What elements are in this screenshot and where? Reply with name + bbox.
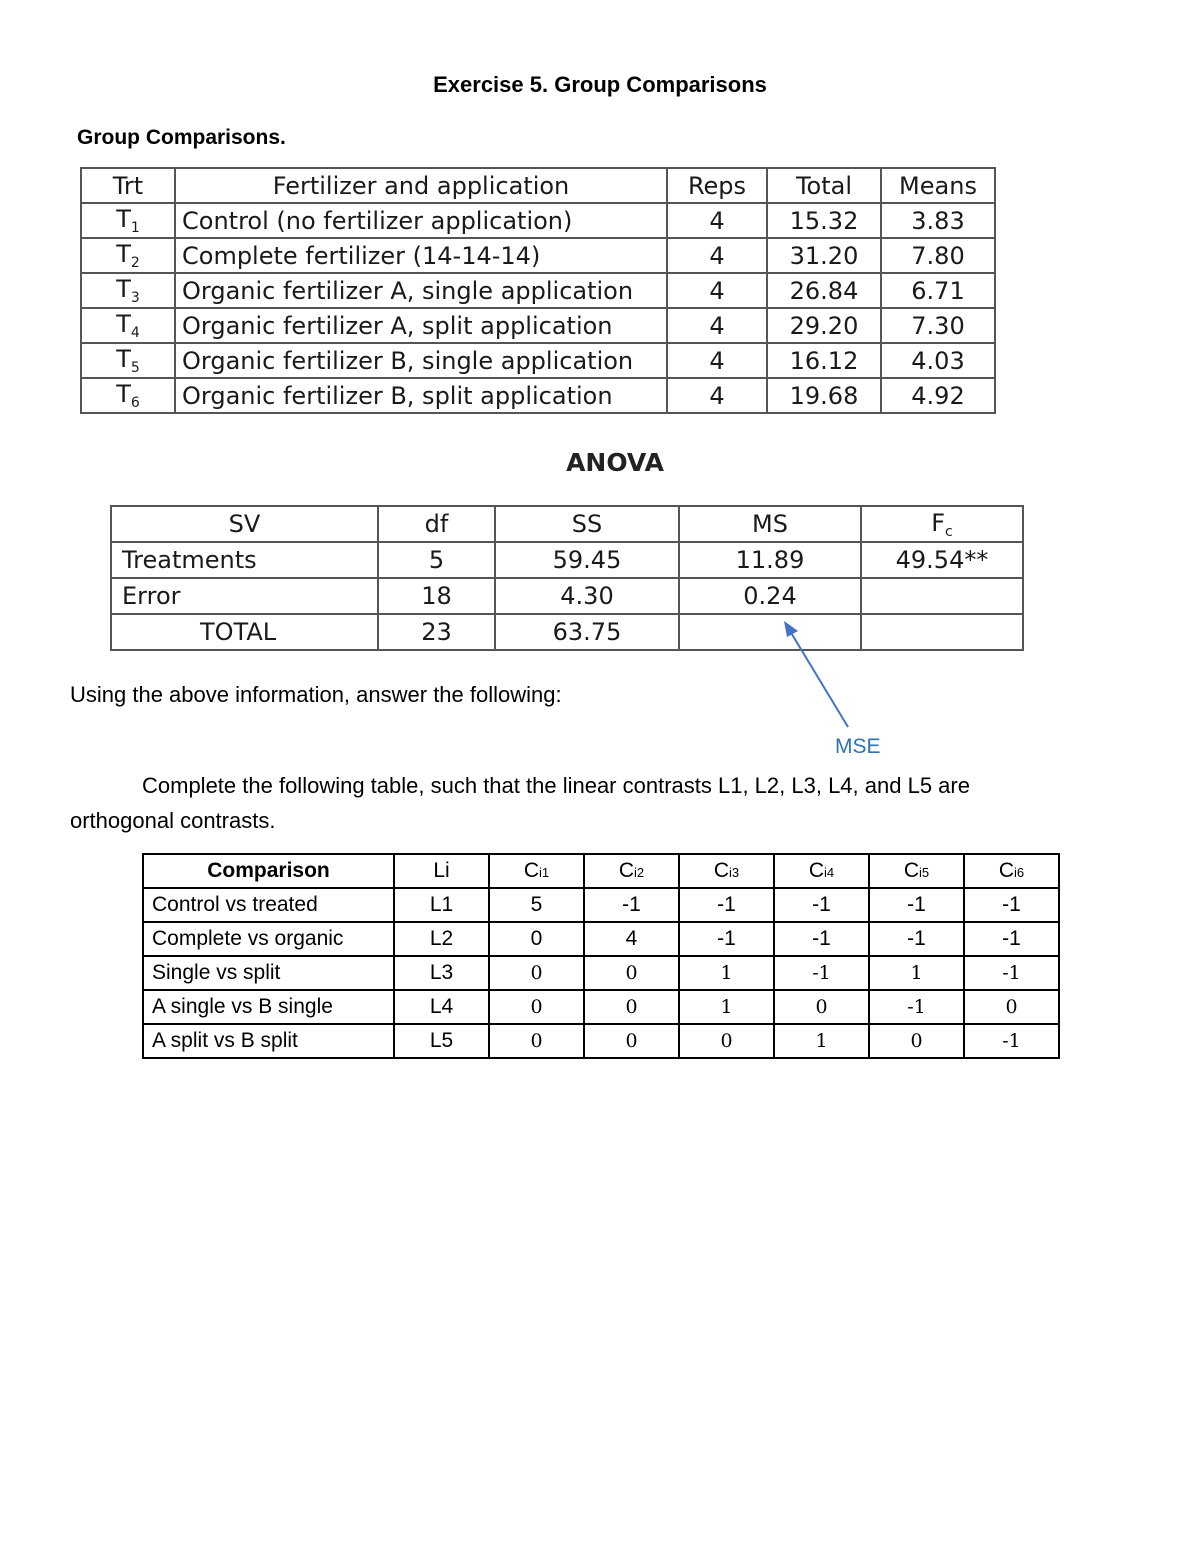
table-row xyxy=(143,956,1059,990)
fc-cell xyxy=(861,614,1023,650)
coef-cell: 0 xyxy=(489,1024,584,1058)
coef-cell: -1 xyxy=(679,922,774,956)
table-row xyxy=(111,614,1023,650)
header-df: df xyxy=(378,506,495,542)
ms-cell: 0.24 xyxy=(679,578,861,614)
table-row xyxy=(143,922,1059,956)
table-row xyxy=(81,203,995,238)
mean-cell: 7.80 xyxy=(881,238,995,273)
coef-cell: 0 xyxy=(964,990,1059,1024)
header-means: Means xyxy=(881,168,995,203)
fertilizer-cell: Organic fertilizer B, single application xyxy=(175,343,667,378)
sv-cell: Treatments xyxy=(111,542,378,578)
mean-cell: 4.92 xyxy=(881,378,995,413)
coef-cell: -1 xyxy=(964,888,1059,922)
table-row xyxy=(111,542,1023,578)
coef-cell: -1 xyxy=(964,922,1059,956)
coef-cell: 1 xyxy=(679,990,774,1024)
ss-cell: 63.75 xyxy=(495,614,679,650)
table-row xyxy=(143,1024,1059,1058)
anova-table xyxy=(110,505,1024,651)
table-row xyxy=(81,378,995,413)
header-ci2: Ci2 xyxy=(584,854,679,888)
fertilizer-cell: Organic fertilizer A, single application xyxy=(175,273,667,308)
treatment-table-header xyxy=(81,168,995,203)
coef-cell: 5 xyxy=(489,888,584,922)
coef-cell: -1 xyxy=(869,990,964,1024)
coef-cell: -1 xyxy=(774,888,869,922)
fertilizer-cell: Organic fertilizer B, split application xyxy=(175,378,667,413)
mean-cell: 4.03 xyxy=(881,343,995,378)
ms-cell: 11.89 xyxy=(679,542,861,578)
reps-cell: 4 xyxy=(667,378,767,413)
header-total: Total xyxy=(767,168,881,203)
coef-cell: -1 xyxy=(774,956,869,990)
ss-cell: 59.45 xyxy=(495,542,679,578)
trt-cell: $T_6$ xyxy=(81,378,175,413)
coef-cell: -1 xyxy=(964,956,1059,990)
comparison-cell: A split vs B split xyxy=(143,1024,394,1058)
coef-cell: 0 xyxy=(869,1024,964,1058)
coef-cell: -1 xyxy=(679,888,774,922)
coef-cell: 0 xyxy=(489,956,584,990)
table-row xyxy=(81,273,995,308)
mse-arrow-icon xyxy=(770,615,870,740)
comparison-cell: Complete vs organic xyxy=(143,922,394,956)
total-cell: 26.84 xyxy=(767,273,881,308)
coef-cell: 0 xyxy=(584,1024,679,1058)
fertilizer-cell: Complete fertilizer (14-14-14) xyxy=(175,238,667,273)
df-cell: 5 xyxy=(378,542,495,578)
header-fertilizer: Fertilizer and application xyxy=(175,168,667,203)
page-title: Exercise 5. Group Comparisons xyxy=(433,72,767,97)
sv-cell: Error xyxy=(111,578,378,614)
coef-cell: -1 xyxy=(869,888,964,922)
contrast-header-row xyxy=(143,854,1059,888)
instruction-text: Using the above information, answer the following: xyxy=(70,682,562,707)
table-row xyxy=(81,343,995,378)
header-ss: SS xyxy=(495,506,679,542)
li-cell: L5 xyxy=(394,1024,489,1058)
coef-cell: 1 xyxy=(774,1024,869,1058)
comparison-cell: A single vs B single xyxy=(143,990,394,1024)
coef-cell: -1 xyxy=(964,1024,1059,1058)
trt-cell: $T_1$ xyxy=(81,203,175,238)
comparison-cell: Single vs split xyxy=(143,956,394,990)
ss-cell: 4.30 xyxy=(495,578,679,614)
table-row xyxy=(143,990,1059,1024)
li-cell: L4 xyxy=(394,990,489,1024)
header-comparison: Comparison xyxy=(143,854,394,888)
fertilizer-cell: Control (no fertilizer application) xyxy=(175,203,667,238)
mean-cell: 7.30 xyxy=(881,308,995,343)
trt-cell: $T_2$ xyxy=(81,238,175,273)
reps-cell: 4 xyxy=(667,343,767,378)
li-cell: L1 xyxy=(394,888,489,922)
treatment-table xyxy=(80,167,996,414)
anova-title: ANOVA xyxy=(566,448,664,477)
contrast-table xyxy=(142,853,1060,1059)
fertilizer-cell: Organic fertilizer A, split application xyxy=(175,308,667,343)
fc-cell: 49.54** xyxy=(861,542,1023,578)
coef-cell: 0 xyxy=(489,922,584,956)
li-cell: L3 xyxy=(394,956,489,990)
coef-cell: 0 xyxy=(679,1024,774,1058)
mean-cell: 6.71 xyxy=(881,273,995,308)
trt-cell: $T_3$ xyxy=(81,273,175,308)
header-sv: SV xyxy=(111,506,378,542)
header-li: Li xyxy=(394,854,489,888)
header-ci5: Ci5 xyxy=(869,854,964,888)
contrast-instructions xyxy=(70,768,1150,838)
reps-cell: 4 xyxy=(667,308,767,343)
df-cell: 18 xyxy=(378,578,495,614)
total-cell: 29.20 xyxy=(767,308,881,343)
df-cell: 23 xyxy=(378,614,495,650)
trt-cell: $T_5$ xyxy=(81,343,175,378)
total-cell: 16.12 xyxy=(767,343,881,378)
table-row xyxy=(143,888,1059,922)
table-row xyxy=(81,238,995,273)
comparison-cell: Control vs treated xyxy=(143,888,394,922)
coef-cell: 0 xyxy=(774,990,869,1024)
coef-cell: 1 xyxy=(869,956,964,990)
contrast-instructions-line-2: orthogonal contrasts. xyxy=(70,808,276,833)
coef-cell: 0 xyxy=(489,990,584,1024)
reps-cell: 4 xyxy=(667,203,767,238)
header-trt: Trt xyxy=(81,168,175,203)
coef-cell: 0 xyxy=(584,956,679,990)
header-reps: Reps xyxy=(667,168,767,203)
reps-cell: 4 xyxy=(667,238,767,273)
fc-cell xyxy=(861,578,1023,614)
coef-cell: 1 xyxy=(679,956,774,990)
coef-cell: -1 xyxy=(584,888,679,922)
coef-cell: 0 xyxy=(584,990,679,1024)
reps-cell: 4 xyxy=(667,273,767,308)
coef-cell: -1 xyxy=(774,922,869,956)
header-ms: MS xyxy=(679,506,861,542)
section-heading: Group Comparisons. xyxy=(77,126,286,149)
total-cell: 31.20 xyxy=(767,238,881,273)
table-row xyxy=(81,308,995,343)
trt-cell: $T_4$ xyxy=(81,308,175,343)
coef-cell: -1 xyxy=(869,922,964,956)
header-ci3: Ci3 xyxy=(679,854,774,888)
header-ci1: Ci1 xyxy=(489,854,584,888)
table-row xyxy=(111,578,1023,614)
sv-cell: TOTAL xyxy=(111,614,378,650)
total-cell: 19.68 xyxy=(767,378,881,413)
anova-header-row xyxy=(111,506,1023,542)
li-cell: L2 xyxy=(394,922,489,956)
header-fc: $F_c$ xyxy=(861,506,1023,542)
coef-cell: 4 xyxy=(584,922,679,956)
header-ci6: Ci6 xyxy=(964,854,1059,888)
mean-cell: 3.83 xyxy=(881,203,995,238)
header-ci4: Ci4 xyxy=(774,854,869,888)
mse-annotation: MSE xyxy=(835,735,881,758)
total-cell: 15.32 xyxy=(767,203,881,238)
contrast-instructions-line-1: Complete the following table, such that the linear contrasts L1, L2, L3, L4, and L5 are xyxy=(142,773,970,798)
